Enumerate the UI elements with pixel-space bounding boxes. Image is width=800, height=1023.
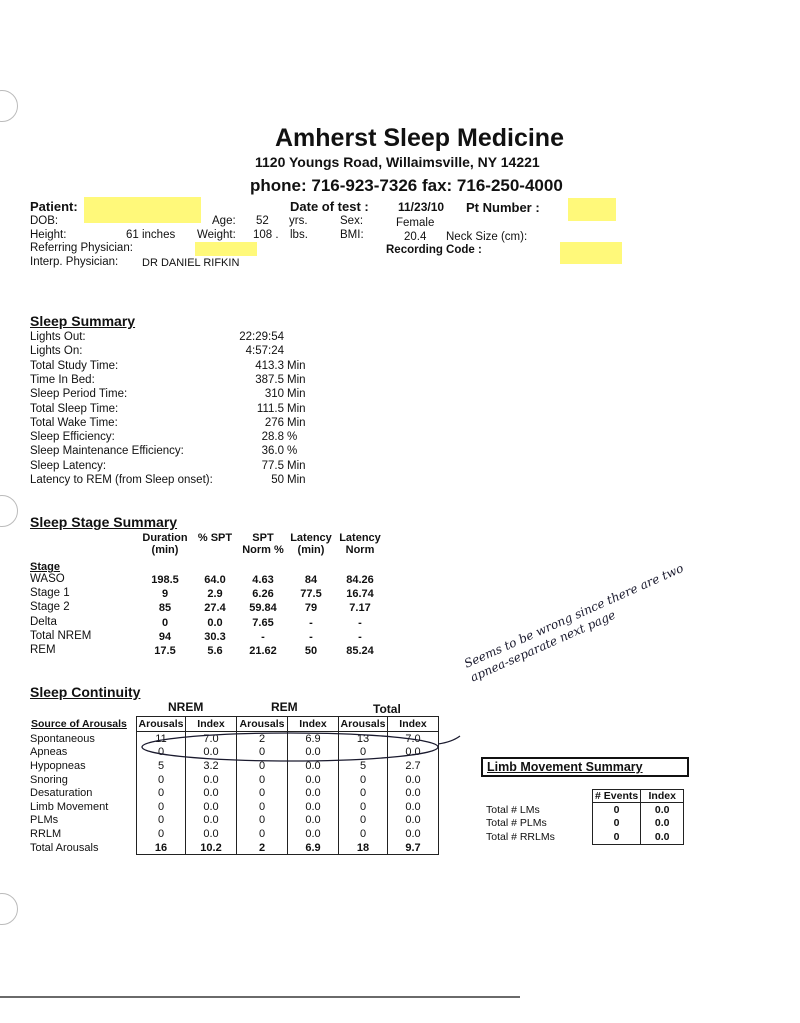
nrem-group-label: NREM	[168, 700, 204, 714]
summary-label: Sleep Period Time:	[30, 388, 128, 401]
continuity-cell: 0.0	[388, 814, 439, 828]
spt-header: % SPT	[197, 532, 233, 544]
clinic-address: 1120 Youngs Road, Willaimsville, NY 14221	[255, 154, 540, 170]
total-index-header: Index	[388, 717, 439, 732]
height-value: 61 inches	[126, 229, 176, 241]
continuity-cell: 0	[237, 827, 288, 841]
dob-label: DOB:	[30, 215, 59, 227]
limb-events-value: 0	[593, 817, 641, 831]
continuity-cell: 0	[137, 773, 186, 787]
arousal-source: Limb Movement	[30, 800, 109, 813]
continuity-cell: 0.0	[388, 773, 439, 787]
continuity-cell: 13	[339, 732, 388, 746]
height-label: Height:	[30, 229, 67, 241]
age-value: 52	[256, 215, 269, 227]
arousal-source: Apneas	[30, 746, 68, 759]
continuity-cell: 0.0	[388, 786, 439, 800]
summary-value: 4:57:24	[245, 345, 284, 358]
summary-value: 387.5	[255, 373, 284, 386]
continuity-cell: 0.0	[288, 827, 339, 841]
continuity-title: Sleep Continuity	[30, 684, 141, 700]
patient-label: Patient:	[30, 199, 78, 214]
continuity-cell: 0.0	[186, 814, 237, 828]
limb-events-value: 0	[593, 803, 641, 817]
arousal-source: RRLM	[30, 827, 62, 840]
stage-spt-value: 30.3	[204, 630, 226, 643]
stage-duration-value: 198.5	[151, 574, 179, 586]
continuity-cell: 18	[339, 841, 388, 855]
continuity-cell: 11	[137, 732, 186, 746]
clinic-name: Amherst Sleep Medicine	[275, 124, 564, 152]
limb-events-value: 0	[593, 830, 641, 844]
stage-lnorm-value: -	[358, 630, 362, 643]
continuity-cell: 0	[237, 746, 288, 760]
latency-norm-header: Latency Norm	[339, 532, 381, 556]
pointer-line	[438, 736, 460, 744]
summary-value: 22:29:54	[239, 331, 284, 343]
handwritten-note: Seems to be wrong since there are two apnea-separate next page	[462, 560, 686, 685]
stage-spt-value: 64.0	[204, 574, 226, 586]
summary-unit: Min	[287, 474, 306, 486]
continuity-cell: 16	[137, 841, 186, 855]
stage-norm-value: 59.84	[249, 602, 277, 615]
stage-latency-value: -	[309, 616, 313, 629]
interp-physician: DR DANIEL RIFKIN	[142, 257, 240, 269]
limb-index-header: Index	[641, 790, 684, 803]
stage-name: Total NREM	[30, 629, 92, 642]
continuity-cell: 2	[237, 732, 288, 746]
neck-size-label: Neck Size (cm):	[446, 231, 528, 243]
continuity-cell: 10.2	[186, 841, 237, 855]
continuity-cell: 9.7	[388, 841, 439, 855]
continuity-cell: 0.0	[186, 786, 237, 800]
continuity-cell: 6.9	[288, 732, 339, 746]
continuity-cell: 0	[339, 786, 388, 800]
stage-label: Stage	[30, 561, 60, 573]
summary-value: 36.0	[261, 445, 284, 458]
summary-unit: Min	[287, 459, 306, 472]
summary-value: 28.8	[261, 431, 284, 444]
continuity-cell: 2	[237, 841, 288, 855]
stage-latency-value: 77.5	[300, 588, 322, 601]
summary-unit: %	[287, 445, 298, 458]
summary-label: Lights On:	[30, 345, 83, 358]
continuity-cell: 0	[137, 786, 186, 800]
stage-spt-value: 5.6	[207, 645, 223, 657]
continuity-cell: 0	[339, 827, 388, 841]
continuity-cell: 0.0	[288, 759, 339, 773]
stage-name: WASO	[30, 573, 65, 585]
summary-unit: Min	[287, 388, 306, 401]
continuity-cell: 0.0	[186, 773, 237, 787]
summary-label: Total Study Time:	[30, 359, 119, 372]
limb-row-label: Total # PLMs	[486, 817, 547, 830]
spt-norm-header: SPT Norm %	[242, 532, 284, 556]
latency-header: Latency (min)	[290, 532, 332, 556]
stage-norm-value: 7.65	[252, 616, 274, 629]
continuity-cell: 0	[137, 800, 186, 814]
age-label: Age:	[212, 215, 236, 227]
arousal-source: Desaturation	[30, 787, 93, 800]
continuity-cell: 0	[339, 746, 388, 760]
stage-duration-value: 0	[161, 616, 169, 629]
recording-code-label: Recording Code :	[386, 244, 482, 256]
summary-unit: Min	[287, 359, 306, 372]
summary-value: 413.3	[255, 359, 284, 372]
continuity-cell: 7.0	[186, 732, 237, 746]
continuity-cell: 0	[237, 814, 288, 828]
duration-header: Duration (min)	[142, 532, 188, 556]
bmi-label: BMI:	[340, 229, 364, 241]
stage-duration-value: 17.5	[154, 645, 176, 657]
continuity-cell: 0	[237, 759, 288, 773]
summary-value: 310	[264, 388, 284, 401]
continuity-cell: 5	[137, 759, 186, 773]
summary-label: Total Wake Time:	[30, 416, 118, 429]
stage-lnorm-value: -	[358, 616, 362, 629]
stage-norm-value: 6.26	[252, 588, 274, 601]
stage-latency-value: 50	[304, 645, 318, 657]
continuity-cell: 5	[339, 759, 388, 773]
continuity-cell: 2.7	[388, 759, 439, 773]
continuity-cell: 0.0	[288, 746, 339, 760]
limb-row-label: Total # RRLMs	[486, 831, 555, 844]
summary-unit: Min	[287, 416, 306, 429]
stage-lnorm-value: 85.24	[346, 645, 374, 657]
continuity-cell: 0	[137, 746, 186, 760]
arousal-source: PLMs	[30, 814, 59, 827]
continuity-cell: 0	[339, 814, 388, 828]
stage-duration-value: 94	[158, 630, 172, 643]
sex-value: Female	[396, 217, 435, 229]
continuity-cell: 0.0	[186, 746, 237, 760]
summary-label: Time In Bed:	[30, 373, 95, 386]
stage-spt-value: 2.9	[207, 588, 223, 601]
continuity-cell: 0.0	[288, 800, 339, 814]
continuity-cell: 0.0	[388, 827, 439, 841]
continuity-cell: 0.0	[288, 814, 339, 828]
stage-summary-title: Sleep Stage Summary	[30, 514, 178, 530]
nrem-index-header: Index	[186, 717, 237, 732]
summary-label: Sleep Efficiency:	[30, 431, 115, 444]
stage-norm-value: -	[261, 630, 265, 643]
total-arousals-header: Arousals	[339, 717, 388, 732]
continuity-cell: 0	[339, 773, 388, 787]
rem-arousals-header: Arousals	[237, 717, 288, 732]
summary-value: 77.5	[261, 459, 284, 472]
continuity-cell: 0	[237, 800, 288, 814]
arousal-source: Spontaneous	[30, 732, 95, 745]
sleep-summary-title: Sleep Summary	[30, 313, 136, 329]
weight-unit: lbs.	[290, 229, 308, 241]
limb-index-value: 0.0	[641, 830, 684, 844]
stage-spt-value: 0.0	[207, 616, 223, 629]
stage-duration-value: 9	[161, 588, 169, 601]
stage-spt-value: 27.4	[204, 602, 226, 615]
source-of-arousals-header: Source of Arousals	[31, 718, 127, 730]
summary-label: Latency to REM (from Sleep onset):	[30, 474, 213, 486]
summary-unit: Min	[287, 373, 306, 386]
stage-name: Delta	[30, 615, 57, 628]
sex-label: Sex:	[340, 215, 364, 227]
referring-physician-label: Referring Physician:	[30, 242, 133, 254]
summary-unit: %	[287, 431, 298, 444]
continuity-cell: 0	[237, 773, 288, 787]
arousal-source: Snoring	[30, 773, 68, 786]
limb-summary-title: Limb Movement Summary	[481, 757, 689, 777]
continuity-cell: 0	[137, 827, 186, 841]
stage-latency-value: 84	[304, 574, 318, 586]
continuity-cell: 0.0	[388, 746, 439, 760]
continuity-cell: 0	[339, 800, 388, 814]
summary-value: 276	[264, 416, 284, 429]
clinic-phone: phone: 716-923-7326 fax: 716-250-4000	[250, 176, 563, 195]
continuity-cell: 0.0	[288, 786, 339, 800]
apneas-circle-mark	[142, 733, 438, 761]
age-unit: yrs.	[289, 215, 308, 227]
rem-index-header: Index	[288, 717, 339, 732]
stage-norm-value: 21.62	[249, 645, 277, 657]
stage-latency-value: -	[309, 630, 313, 643]
interp-physician-label: Interp. Physician:	[30, 256, 119, 268]
limb-events-header: # Events	[593, 790, 641, 803]
stage-name: Stage 1	[30, 587, 70, 600]
total-group-label: Total	[373, 702, 401, 716]
continuity-cell: 0	[137, 814, 186, 828]
stage-lnorm-value: 84.26	[346, 574, 374, 586]
bmi-value: 20.4	[404, 231, 427, 243]
arousal-source: Total Arousals	[30, 841, 99, 854]
stage-duration-value: 85	[158, 602, 172, 615]
continuity-cell: 6.9	[288, 841, 339, 855]
stage-latency-value: 79	[304, 602, 318, 615]
date-label: Date of test :	[290, 199, 369, 214]
weight-label: Weight:	[197, 229, 236, 241]
continuity-cell: 0.0	[288, 773, 339, 787]
limb-index-value: 0.0	[641, 803, 684, 817]
summary-label: Sleep Maintenance Efficiency:	[30, 445, 184, 458]
stage-name: Stage 2	[30, 601, 70, 614]
summary-value: 50	[271, 474, 284, 486]
limb-row-label: Total # LMs	[486, 803, 540, 816]
stage-lnorm-value: 7.17	[349, 602, 371, 615]
continuity-cell: 0.0	[388, 800, 439, 814]
summary-label: Total Sleep Time:	[30, 402, 119, 415]
pt-number-label: Pt Number :	[466, 200, 540, 215]
continuity-cell: 0	[237, 786, 288, 800]
arousal-source: Hypopneas	[30, 759, 86, 772]
continuity-cell: 0.0	[186, 827, 237, 841]
summary-label: Lights Out:	[30, 331, 86, 343]
weight-value: 108 .	[253, 229, 279, 241]
stage-lnorm-value: 16.74	[346, 588, 374, 601]
continuity-cell: 7.0	[388, 732, 439, 746]
continuity-cell: 0.0	[186, 800, 237, 814]
summary-unit: Min	[287, 402, 306, 415]
summary-value: 111.5	[256, 402, 284, 415]
summary-label: Sleep Latency:	[30, 459, 107, 472]
nrem-arousals-header: Arousals	[137, 717, 186, 732]
limb-index-value: 0.0	[641, 817, 684, 831]
test-date: 11/23/10	[398, 200, 445, 214]
stage-norm-value: 4.63	[252, 574, 274, 586]
rem-group-label: REM	[271, 700, 298, 714]
continuity-cell: 3.2	[186, 759, 237, 773]
stage-name: REM	[30, 644, 56, 656]
